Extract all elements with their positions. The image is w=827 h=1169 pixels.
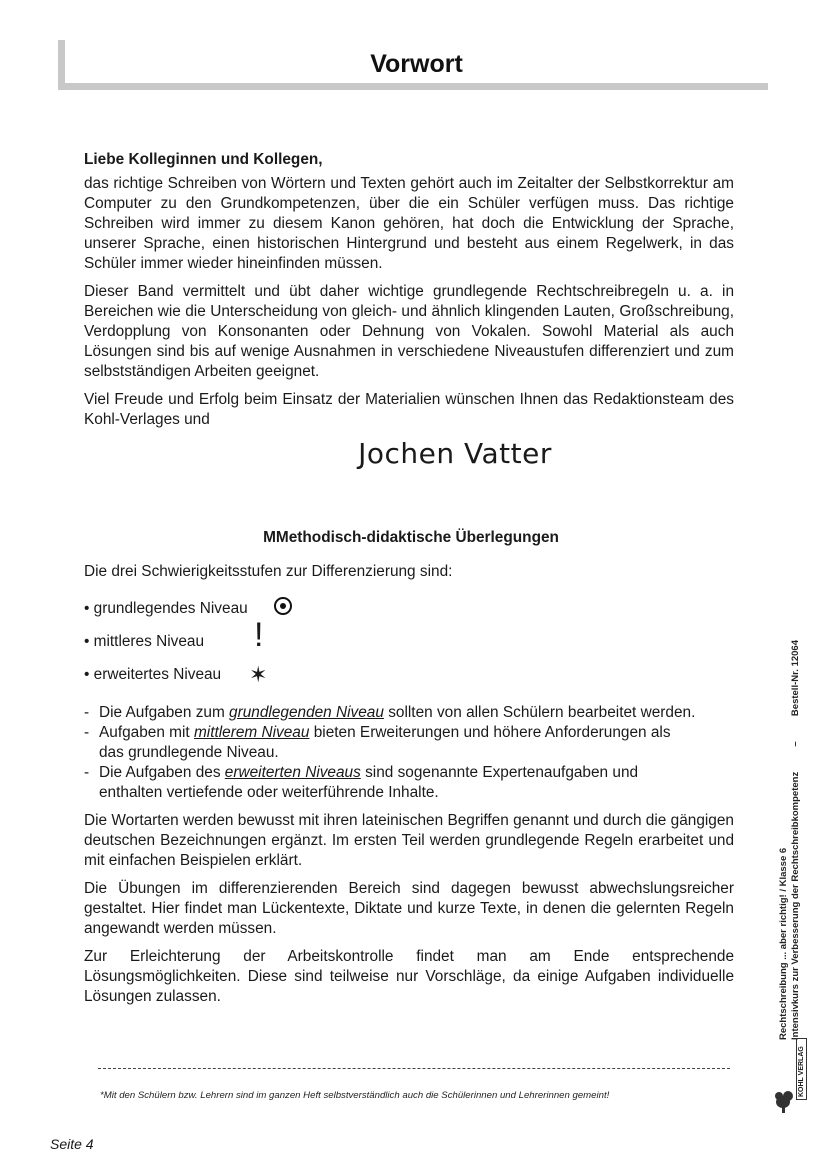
level-advanced xyxy=(84,658,734,691)
side-margin-text xyxy=(778,640,802,1040)
side-line-2: Intensivkurs zur Verbesserung der Rechtschreibkompetenz xyxy=(790,771,801,1040)
footnote: *Mit den Schülern bzw. Lehrern sind im ganzen Heft selbstverständlich auch die Schülerinnen und Lehrerinnen gemeint! xyxy=(100,1090,610,1101)
level-label: • grundlegendes Niveau xyxy=(84,599,248,617)
side-line-1: Rechtschreibung ... aber richtig! / Klasse 6 xyxy=(778,847,789,1040)
dash-mark: - xyxy=(84,704,90,721)
list-item: - Die Aufgaben des erweiterten Niveaus sind sogenannte Expertenaufgaben und enthalten vertiefende oder weiterführende Inhalte. xyxy=(84,764,639,801)
paragraph-6: Zur Erleichterung der Arbeitskontrolle findet man am Ende entsprechende Lösungsmöglichkeiten. Diese sind teilweise nur Vorschläge, da einige Aufgaben individuelle Lösungen zulassen. xyxy=(84,948,734,1005)
list-item: - Aufgaben mit mittlerem Niveau bieten Erweiterungen und höhere Anforderungen als das grundlegende Niveau. xyxy=(84,724,671,761)
level-label: • erweitertes Niveau xyxy=(84,665,222,683)
paragraph-1: das richtige Schreiben von Wörtern und Texten gehört auch im Zeitalter der Selbstkorrektur am Computer zu den Grundkompetenzen, über die ein Schüler verfügen muss. Das richtige Schreiben wird immer zu diesem Kanon gehören, hat doch die Entwicklung der Sprache, unserer Sprache, einen historischen Hintergrund und besteht aus einem Regelwerk, in das Schüler immer wieder hineinfinden müssen. xyxy=(84,175,734,272)
underlined-term: erweiterten Niveaus xyxy=(224,764,361,781)
list-item: - Die Aufgaben zum grundlegenden Niveau sollten von allen Schülern bearbeitet werden. xyxy=(84,704,696,721)
exclamation-icon: ! xyxy=(254,615,264,654)
levels-intro: Die drei Schwierigkeitsstufen zur Differenzierung sind: xyxy=(84,563,453,580)
footnote-divider xyxy=(98,1068,730,1069)
paragraph-5: Die Übungen im differenzierenden Bereich sind dagegen bewusst abwechslungsreicher gestaltet. Hier findet man Lückentexte, Diktate und kurze Texte, in denen die gelernten Regeln angewandt werden müssen. xyxy=(84,880,734,937)
side-separator: – xyxy=(790,741,801,747)
underlined-term: grundlegenden Niveau xyxy=(229,704,384,721)
level-label: • mittleres Niveau xyxy=(84,632,204,650)
target-icon xyxy=(274,597,292,615)
star-icon: ✶ xyxy=(249,661,268,687)
header-bar xyxy=(58,40,768,90)
section-heading: MMethodisch-didaktische Überlegungen xyxy=(263,529,559,546)
paragraph-4: Die Wortarten werden bewusst mit ihren lateinischen Begriffen genannt und durch die gängigen deutschen Bezeichnungen ergänzt. Im ersten Teil werden grundlegende Regeln erarbeitet und mit einfachen Beispielen erklärt. xyxy=(84,812,734,869)
signature: Jochen Vatter xyxy=(358,437,552,470)
paragraph-3: Viel Freude und Erfolg beim Einsatz der Materialien wünschen Ihnen das Redaktionsteam des Kohl-Verlages und xyxy=(84,391,734,428)
page-number: Seite 4 xyxy=(50,1136,94,1152)
dash-mark: - xyxy=(84,724,90,741)
underlined-term: mittlerem Niveau xyxy=(193,724,310,741)
publisher-logo-text: KOHL VERLAG xyxy=(796,1038,807,1100)
dash-mark: - xyxy=(84,764,90,781)
level-medium xyxy=(84,615,734,658)
order-number: Bestell-Nr. 12064 xyxy=(790,640,801,717)
content xyxy=(84,150,734,1015)
dash-list xyxy=(84,703,734,803)
level-basic xyxy=(84,592,734,625)
page-title: Vorwort xyxy=(370,50,463,78)
salutation: Liebe Kolleginnen und Kollegen, xyxy=(84,151,323,168)
paragraph-2: Dieser Band vermittelt und übt daher wichtige grundlegende Rechtschreibregeln u. a. in Bereichen wie die Unterscheidung von gleich- und ähnlich klingenden Lauten, Großschreibung, Verdopplung von Konsonanten oder Dehnung von Vokalen. Sowohl Material als auch Lösungen sind bis auf wenige Ausnahmen in verschiedene Niveaustufen differenziert und zum selbstständigen Arbeiten geeignet. xyxy=(84,283,734,380)
